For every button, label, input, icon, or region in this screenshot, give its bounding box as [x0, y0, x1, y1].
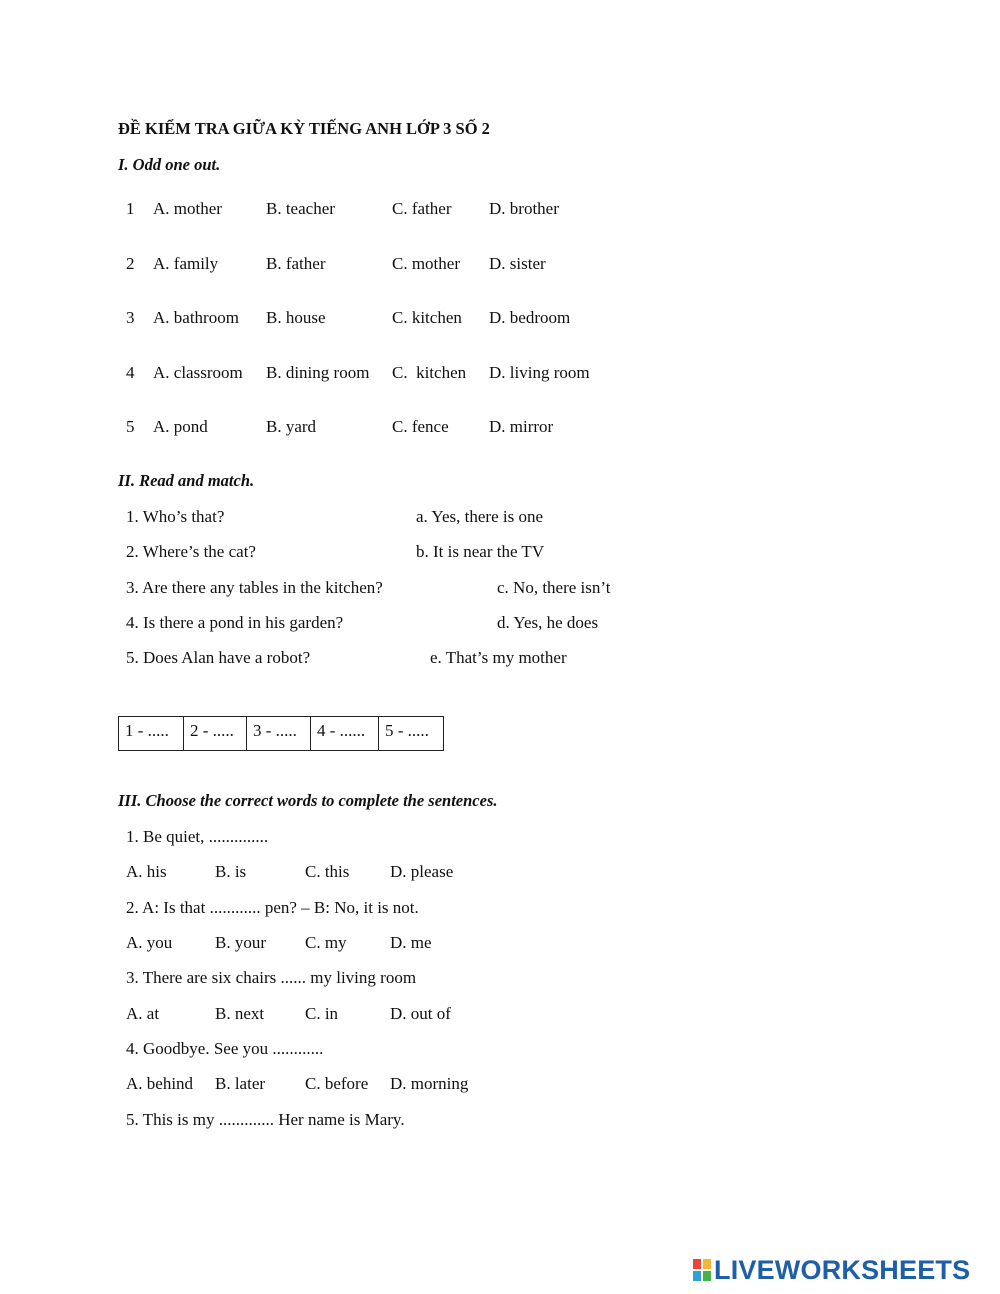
match-answer: a. Yes, there is one: [416, 507, 544, 526]
option-c: C. mother: [392, 254, 460, 273]
liveworksheets-logo: [692, 1255, 970, 1285]
option-d: D. out of: [390, 1004, 451, 1023]
mc-question: 3. There are six chairs ...... my living room: [126, 968, 417, 987]
option-d: D. morning: [390, 1074, 469, 1093]
option-b: B. yard: [266, 417, 317, 436]
mc-question: 5. This is my ............. Her name is Mary.: [126, 1110, 405, 1129]
row-number: 3: [126, 308, 135, 327]
match-answer: c. No, there isn’t: [497, 578, 611, 597]
logo-block: [692, 1258, 702, 1270]
section-2-heading: II. Read and match.: [118, 471, 255, 490]
row-number: 5: [126, 417, 135, 436]
option-a: A. bathroom: [153, 308, 239, 327]
option-d: D. living room: [489, 363, 590, 382]
option-d: D. me: [390, 933, 432, 952]
match-answer: d. Yes, he does: [497, 613, 599, 632]
logo-blocks-icon: [692, 1258, 712, 1282]
match-question: 2. Where’s the cat?: [126, 542, 256, 561]
option-c: C. in: [305, 1004, 339, 1023]
answer-box[interactable]: 4 - ......: [311, 717, 379, 751]
option-b: B. father: [266, 254, 326, 273]
answer-box[interactable]: 5 - .....: [379, 717, 444, 751]
option-a: A. classroom: [153, 363, 243, 382]
match-question: 3. Are there any tables in the kitchen?: [126, 578, 383, 597]
option-a: A. behind: [126, 1074, 194, 1093]
option-a: A. pond: [153, 417, 208, 436]
option-b: B. your: [215, 933, 266, 952]
section-1-heading: I. Odd one out.: [118, 155, 221, 174]
match-question: 4. Is there a pond in his garden?: [126, 613, 344, 632]
option-a: A. family: [153, 254, 219, 273]
mc-question: 2. A: Is that ............ pen? – B: No, it is not.: [126, 898, 419, 917]
option-b: B. house: [266, 308, 326, 327]
answer-box[interactable]: 1 - .....: [119, 717, 184, 751]
option-d: D. mirror: [489, 417, 554, 436]
page-title: ĐỀ KIỂM TRA GIỮA KỲ TIẾNG ANH LỚP 3 SỐ 2: [118, 119, 490, 138]
row-number: 2: [126, 254, 135, 273]
option-b: B. teacher: [266, 199, 335, 218]
option-b: B. next: [215, 1004, 265, 1023]
option-a: A. his: [126, 862, 167, 881]
match-answer: b. It is near the TV: [416, 542, 545, 561]
option-d: D. please: [390, 862, 454, 881]
option-a: A. mother: [153, 199, 222, 218]
answer-box[interactable]: 3 - .....: [247, 717, 311, 751]
option-d: D. brother: [489, 199, 559, 218]
option-b: B. later: [215, 1074, 266, 1093]
option-b: B. dining room: [266, 363, 370, 382]
mc-question: 4. Goodbye. See you ............: [126, 1039, 324, 1058]
row-number: 4: [126, 363, 135, 382]
option-b: B. is: [215, 862, 247, 881]
option-a: A. at: [126, 1004, 160, 1023]
option-d: D. sister: [489, 254, 546, 273]
option-a: A. you: [126, 933, 173, 952]
option-d: D. bedroom: [489, 308, 571, 327]
logo-text: LIVEWORKSHEETS: [714, 1254, 971, 1285]
section-3-heading: III. Choose the correct words to complete the sentences.: [118, 791, 498, 810]
logo-block: [702, 1258, 712, 1270]
row-number: 1: [126, 199, 135, 218]
option-c: C. fence: [392, 417, 449, 436]
option-c: C. kitchen: [392, 363, 467, 382]
logo-block: [692, 1270, 702, 1282]
mc-question: 1. Be quiet, ..............: [126, 827, 269, 846]
match-answer: e. That’s my mother: [430, 648, 567, 667]
option-c: C. this: [305, 862, 350, 881]
option-c: C. father: [392, 199, 452, 218]
option-c: C. kitchen: [392, 308, 462, 327]
logo-block: [702, 1270, 712, 1282]
match-question: 1. Who’s that?: [126, 507, 225, 526]
answer-table: [118, 716, 444, 751]
answer-box[interactable]: 2 - .....: [184, 717, 247, 751]
option-c: C. my: [305, 933, 347, 952]
option-c: C. before: [305, 1074, 369, 1093]
match-question: 5. Does Alan have a robot?: [126, 648, 311, 667]
